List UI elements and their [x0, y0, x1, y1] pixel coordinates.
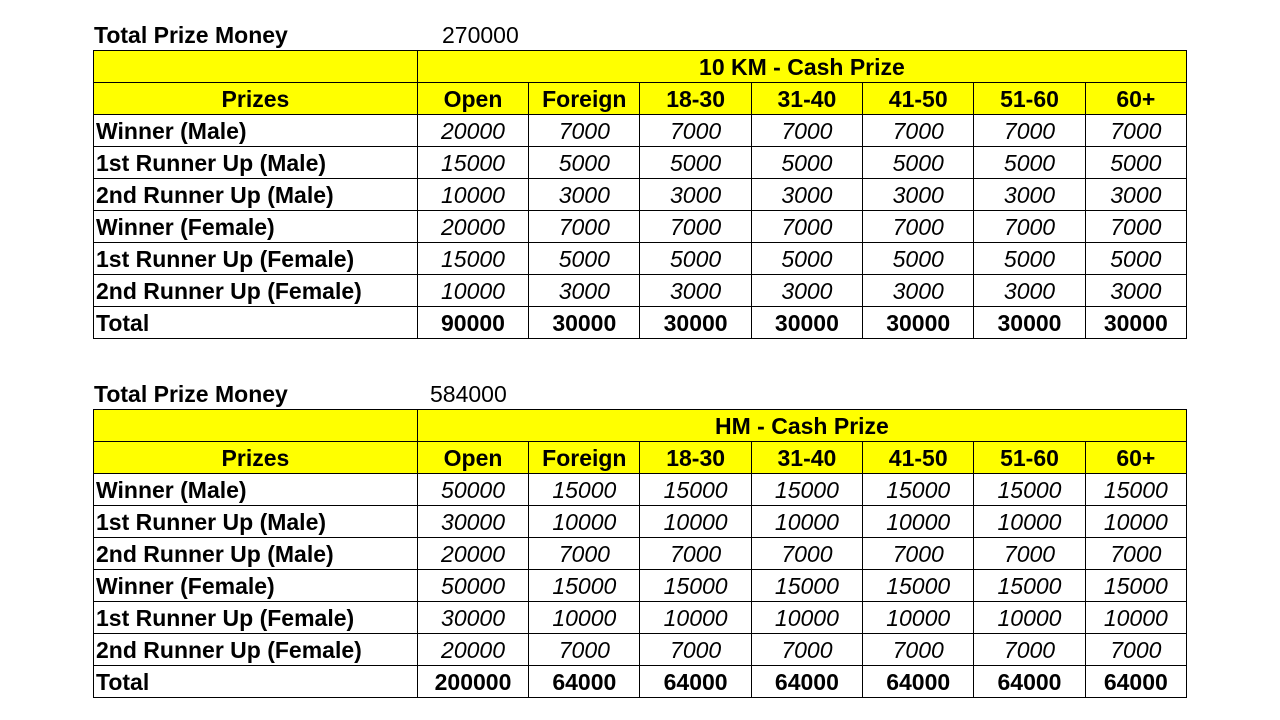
prize-amount-cell: 30000	[417, 602, 528, 634]
prize-amount-cell: 7000	[1085, 115, 1186, 147]
prize-section-10km	[93, 20, 1187, 339]
prize-amount-cell: 15000	[974, 474, 1085, 506]
total-amount-cell: 64000	[1085, 666, 1186, 698]
prize-amount-cell: 50000	[417, 474, 528, 506]
total-amount-cell: 64000	[751, 666, 862, 698]
prize-amount-cell: 20000	[417, 115, 528, 147]
table-row	[94, 474, 1187, 506]
prize-amount-cell: 5000	[863, 243, 974, 275]
prize-amount-cell: 3000	[974, 275, 1085, 307]
prize-amount-cell: 3000	[529, 275, 640, 307]
table-row	[94, 147, 1187, 179]
prize-amount-cell: 7000	[863, 634, 974, 666]
column-header: 18-30	[640, 442, 751, 474]
total-prize-line	[93, 20, 1187, 50]
row-label: 2nd Runner Up (Male)	[94, 179, 418, 211]
prize-amount-cell: 7000	[751, 115, 862, 147]
column-header: 31-40	[751, 442, 862, 474]
prize-amount-cell: 5000	[529, 147, 640, 179]
row-label: Winner (Male)	[94, 115, 418, 147]
total-row-label: Total	[94, 307, 418, 339]
prize-amount-cell: 10000	[417, 179, 528, 211]
column-header: 18-30	[640, 83, 751, 115]
column-header: Open	[417, 83, 528, 115]
prize-amount-cell: 7000	[863, 538, 974, 570]
prize-amount-cell: 5000	[974, 243, 1085, 275]
column-header-prizes: Prizes	[94, 442, 418, 474]
row-label: 1st Runner Up (Female)	[94, 243, 418, 275]
title-spacer-cell	[94, 410, 418, 442]
prize-amount-cell: 7000	[1085, 634, 1186, 666]
prize-amount-cell: 15000	[1085, 570, 1186, 602]
prize-amount-cell: 10000	[640, 602, 751, 634]
prize-amount-cell: 10000	[863, 602, 974, 634]
prize-amount-cell: 7000	[751, 538, 862, 570]
prize-amount-cell: 5000	[529, 243, 640, 275]
prize-amount-cell: 15000	[863, 474, 974, 506]
prize-amount-cell: 7000	[974, 538, 1085, 570]
prize-amount-cell: 7000	[863, 115, 974, 147]
prize-amount-cell: 7000	[529, 538, 640, 570]
prize-amount-cell: 7000	[529, 211, 640, 243]
prize-amount-cell: 5000	[751, 147, 862, 179]
prize-amount-cell: 10000	[640, 506, 751, 538]
prize-amount-cell: 10000	[529, 602, 640, 634]
total-amount-cell: 30000	[1085, 307, 1186, 339]
prize-amount-cell: 3000	[1085, 275, 1186, 307]
column-header-prizes: Prizes	[94, 83, 418, 115]
prize-amount-cell: 7000	[751, 634, 862, 666]
prize-amount-cell: 15000	[751, 570, 862, 602]
prize-amount-cell: 15000	[529, 570, 640, 602]
column-header: 41-50	[863, 83, 974, 115]
column-header: Foreign	[529, 442, 640, 474]
row-label: 2nd Runner Up (Male)	[94, 538, 418, 570]
prize-amount-cell: 15000	[1085, 474, 1186, 506]
table-row	[94, 634, 1187, 666]
total-amount-cell: 200000	[417, 666, 528, 698]
prize-amount-cell: 3000	[529, 179, 640, 211]
total-amount-cell: 30000	[640, 307, 751, 339]
column-header: 51-60	[974, 442, 1085, 474]
prize-section-hm	[93, 379, 1187, 698]
table-title: HM - Cash Prize	[417, 410, 1186, 442]
prize-amount-cell: 3000	[751, 275, 862, 307]
row-label: 2nd Runner Up (Female)	[94, 634, 418, 666]
total-amount-cell: 64000	[529, 666, 640, 698]
prize-table	[93, 409, 1187, 698]
column-header: Open	[417, 442, 528, 474]
prize-amount-cell: 3000	[1085, 179, 1186, 211]
table-row	[94, 243, 1187, 275]
prize-amount-cell: 30000	[417, 506, 528, 538]
prize-amount-cell: 3000	[751, 179, 862, 211]
table-row	[94, 275, 1187, 307]
prize-amount-cell: 20000	[417, 538, 528, 570]
prize-amount-cell: 7000	[974, 115, 1085, 147]
row-label: 1st Runner Up (Male)	[94, 506, 418, 538]
table-row	[94, 602, 1187, 634]
prize-amount-cell: 5000	[1085, 147, 1186, 179]
prize-amount-cell: 3000	[974, 179, 1085, 211]
total-prize-amount: 584000	[430, 381, 507, 407]
total-amount-cell: 64000	[863, 666, 974, 698]
prize-amount-cell: 5000	[640, 147, 751, 179]
prize-amount-cell: 7000	[640, 634, 751, 666]
column-header: 60+	[1085, 83, 1186, 115]
table-row	[94, 570, 1187, 602]
prize-amount-cell: 7000	[640, 211, 751, 243]
prize-amount-cell: 10000	[417, 275, 528, 307]
prize-amount-cell: 10000	[1085, 506, 1186, 538]
prize-amount-cell: 10000	[1085, 602, 1186, 634]
total-row	[94, 307, 1187, 339]
total-row	[94, 666, 1187, 698]
table-title: 10 KM - Cash Prize	[417, 51, 1186, 83]
prize-amount-cell: 7000	[1085, 538, 1186, 570]
prize-amount-cell: 7000	[1085, 211, 1186, 243]
total-amount-cell: 30000	[974, 307, 1085, 339]
row-label: 2nd Runner Up (Female)	[94, 275, 418, 307]
total-prize-line	[93, 379, 1187, 409]
prize-amount-cell: 5000	[863, 147, 974, 179]
row-label: Winner (Female)	[94, 211, 418, 243]
prize-amount-cell: 20000	[417, 211, 528, 243]
prize-amount-cell: 7000	[529, 634, 640, 666]
total-amount-cell: 90000	[417, 307, 528, 339]
column-header: Foreign	[529, 83, 640, 115]
prize-amount-cell: 15000	[640, 474, 751, 506]
column-header: 51-60	[974, 83, 1085, 115]
prize-table	[93, 50, 1187, 339]
title-spacer-cell	[94, 51, 418, 83]
prize-amount-cell: 15000	[751, 474, 862, 506]
total-amount-cell: 30000	[863, 307, 974, 339]
prize-amount-cell: 10000	[751, 602, 862, 634]
row-label: 1st Runner Up (Male)	[94, 147, 418, 179]
table-row	[94, 506, 1187, 538]
prize-amount-cell: 15000	[974, 570, 1085, 602]
prize-amount-cell: 15000	[640, 570, 751, 602]
prize-amount-cell: 10000	[751, 506, 862, 538]
prize-amount-cell: 10000	[863, 506, 974, 538]
prize-amount-cell: 20000	[417, 634, 528, 666]
total-prize-amount: 270000	[442, 22, 519, 48]
prize-amount-cell: 7000	[529, 115, 640, 147]
title-row	[94, 51, 1187, 83]
column-header: 60+	[1085, 442, 1186, 474]
total-row-label: Total	[94, 666, 418, 698]
column-header: 31-40	[751, 83, 862, 115]
prize-amount-cell: 3000	[640, 179, 751, 211]
table-row	[94, 538, 1187, 570]
prize-amount-cell: 15000	[417, 243, 528, 275]
prize-amount-cell: 15000	[863, 570, 974, 602]
total-amount-cell: 64000	[640, 666, 751, 698]
prize-amount-cell: 15000	[417, 147, 528, 179]
table-row	[94, 115, 1187, 147]
prize-amount-cell: 10000	[974, 506, 1085, 538]
prize-amount-cell: 7000	[974, 211, 1085, 243]
total-amount-cell: 30000	[751, 307, 862, 339]
total-prize-label: Total Prize Money	[94, 381, 288, 407]
total-prize-label: Total Prize Money	[94, 22, 288, 48]
row-label: 1st Runner Up (Female)	[94, 602, 418, 634]
title-row	[94, 410, 1187, 442]
prize-amount-cell: 3000	[863, 275, 974, 307]
prize-amount-cell: 10000	[529, 506, 640, 538]
prize-amount-cell: 5000	[640, 243, 751, 275]
table-row	[94, 179, 1187, 211]
prize-amount-cell: 50000	[417, 570, 528, 602]
table-row	[94, 211, 1187, 243]
header-row	[94, 442, 1187, 474]
prize-amount-cell: 5000	[1085, 243, 1186, 275]
prize-amount-cell: 7000	[640, 538, 751, 570]
prize-amount-cell: 7000	[640, 115, 751, 147]
prize-amount-cell: 7000	[751, 211, 862, 243]
prize-amount-cell: 15000	[529, 474, 640, 506]
prize-amount-cell: 7000	[974, 634, 1085, 666]
prize-amount-cell: 5000	[751, 243, 862, 275]
prize-amount-cell: 3000	[640, 275, 751, 307]
row-label: Winner (Female)	[94, 570, 418, 602]
prize-amount-cell: 5000	[974, 147, 1085, 179]
total-amount-cell: 64000	[974, 666, 1085, 698]
row-label: Winner (Male)	[94, 474, 418, 506]
prize-amount-cell: 3000	[863, 179, 974, 211]
prize-amount-cell: 10000	[974, 602, 1085, 634]
header-row	[94, 83, 1187, 115]
prize-amount-cell: 7000	[863, 211, 974, 243]
total-amount-cell: 30000	[529, 307, 640, 339]
column-header: 41-50	[863, 442, 974, 474]
